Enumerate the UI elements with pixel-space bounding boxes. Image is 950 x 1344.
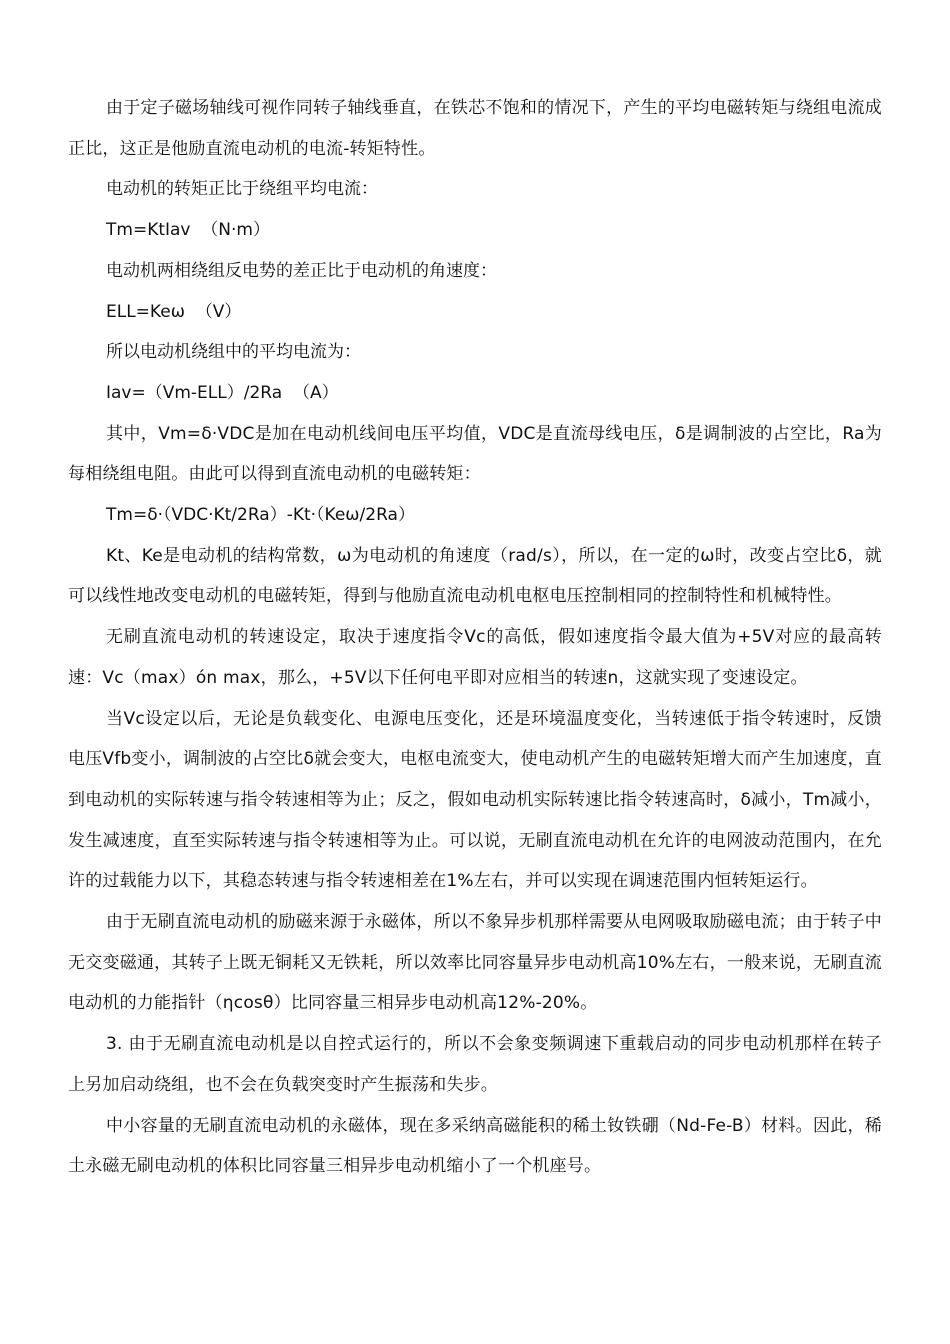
paragraph-permanent-magnet: 中小容量的无刷直流电动机的永磁体，现在多采纳高磁能积的稀土钕铁硼（Nd-Fe-B）材料。因此，稀土永磁无刷电动机的体积比同容量三相异步电动机缩小了一个机座号。 bbox=[68, 1115, 882, 1177]
paragraph-speed-regulation: 当Vc设定以后，无论是负载变化、电源电压变化，还是环境温度变化，当转速低于指令转速时，反馈电压Vfb变小，调制波的占空比δ就会变大，电枢电流变大，使电动机产生的电磁转矩增大而产生加速度，直到电动机的实际转速与指令转速相等为止；反之，假如电动机实际转速比指令转速高时，δ减小，Tm减小，发生减速度，直至实际转速与指令转速相等为止。可以说，无刷直流电动机在允许的电网波动范围内，在允许的过载能力以下，其稳态转速与指令转速相差在1%左右，并可以实现在调速范围内恒转矩运行。 bbox=[68, 708, 882, 892]
formula-torque: Tm=KtIav （N·m） bbox=[106, 220, 270, 241]
paragraph-efficiency: 由于无刷直流电动机的励磁来源于永磁体，所以不象异步机那样需要从电网吸取励磁电流；由于转子中无交变磁通，其转子上既无铜耗又无铁耗，所以效率比同容量异步电动机高10%左右，一般来说，无刷直流电动机的力能指针（ηcosθ）比同容量三相异步电动机高12%-20%。 bbox=[68, 912, 882, 1014]
formula-back-emf: ELL=Keω （V） bbox=[106, 301, 242, 322]
paragraph-torque-principle: 由于定子磁场轴线可视作同转子轴线垂直，在铁芯不饱和的情况下，产生的平均电磁转矩与绕组电流成正比，这正是他励直流电动机的电流-转矩特性。 bbox=[68, 98, 882, 159]
paragraph-speed-setting: 无刷直流电动机的转速设定，取决于速度指令Vc的高低，假如速度指令最大值为+5V对应的最高转速：Vc（max）ón max，那么，+5V以下任何电平即对应相当的转速n，这就实现了变速设定。 bbox=[68, 627, 882, 688]
formula-average-current: Iav=（Vm-ELL）/2Ra （A） bbox=[106, 382, 339, 403]
text-average-current: 所以电动机绕组中的平均电流为： bbox=[106, 342, 361, 363]
text-back-emf: 电动机两相绕组反电势的差正比于电动机的角速度： bbox=[106, 260, 497, 281]
formula-electromagnetic-torque: Tm=δ·（VDC·Kt/2Ra）-Kt·（Keω/2Ra） bbox=[106, 505, 415, 526]
paragraph-self-controlled: 3. 由于无刷直流电动机是以自控式运行的，所以不会象变频调速下重载启动的同步电动机那样在转子上另加启动绕组，也不会在负载突变时产生振荡和失步。 bbox=[68, 1034, 882, 1095]
paragraph-duty-cycle-control: Kt、Ke是电动机的结构常数，ω为电动机的角速度（rad/s），所以，在一定的ω时，改变占空比δ，就可以线性地改变电动机的电磁转矩，得到与他励直流电动机电枢电压控制相同的控制特性和机械特性。 bbox=[68, 545, 882, 607]
document-body bbox=[68, 88, 882, 1187]
text-torque-proportional: 电动机的转矩正比于绕组平均电流： bbox=[106, 179, 378, 200]
paragraph-variable-definitions: 其中，Vm=δ·VDC是加在电动机线间电压平均值，VDC是直流母线电压，δ是调制波的占空比，Ra为每相绕组电阻。由此可以得到直流电动机的电磁转矩： bbox=[68, 423, 882, 485]
